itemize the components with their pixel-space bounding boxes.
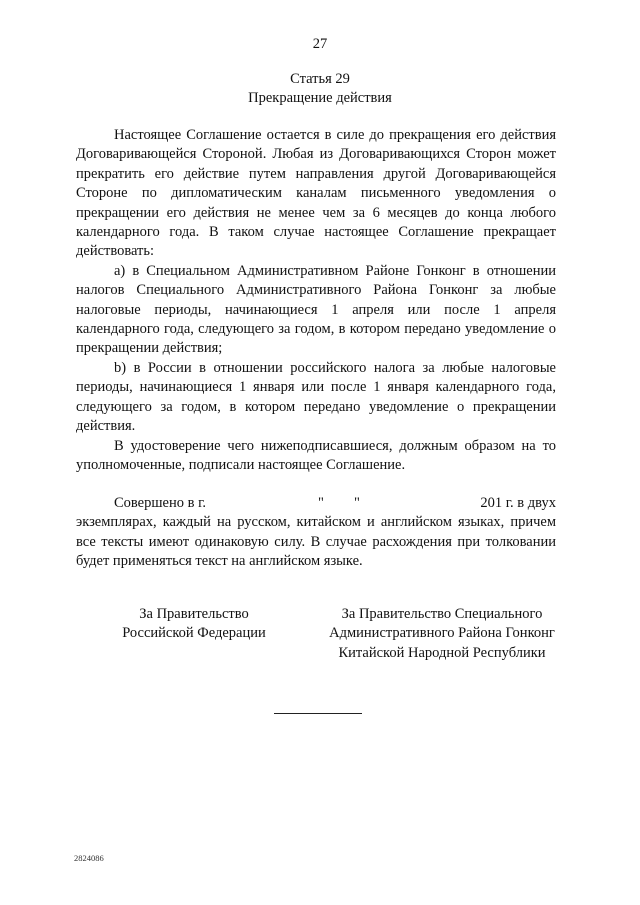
- signature-right-line-2: Административного Района Гонконг: [329, 625, 555, 642]
- end-divider: [274, 713, 362, 714]
- paragraph-witness: В удостоверение чего нижеподписавшиеся, должным образом на то уполномоченные, подписали настоящее Соглашение.: [76, 437, 556, 473]
- done-at-line: [76, 494, 556, 513]
- signature-block-russia: [102, 605, 286, 644]
- signature-right-line-3: Китайской Народной Республики: [338, 644, 546, 661]
- paragraph-item-b: b) в России в отношении российского налога за любые налоговые периоды, начинающиеся 1 января или после 1 января календарного года, следующего за годом, в котором передано уведомление о прекращении действия.: [76, 359, 556, 435]
- article-title: Прекращение действия: [248, 90, 392, 106]
- document-code: 2824086: [74, 853, 104, 863]
- page-number: 27: [312, 36, 328, 52]
- done-at-quote-close: ": [354, 495, 360, 511]
- paragraph-item-a: a) в Специальном Административном Районе Гонконг в отношении налогов Специального Административного Района Гонконг за любые налоговые периоды, начинающиеся 1 апреля или после 1 апреля календарного года, следующего за годом, в котором передано уведомление о прекращении действия;: [76, 262, 556, 357]
- done-at-prefix: Совершено в г.: [114, 495, 207, 511]
- signature-left-line-1: За Правительство: [139, 606, 249, 622]
- signature-block-hong-kong: [312, 605, 572, 663]
- paragraph-termination: Настоящее Соглашение остается в силе до прекращения его действия Договаривающейся Стороной. Любая из Договаривающихся Сторон может прекратить его действие путем направления другой Договаривающейся Стороне по дипломатическим каналам письменного уведомления о прекращении его действия не менее чем за 6 месяцев до конца любого календарного года. В таком случае настоящее Соглашение прекращает действовать:: [76, 127, 556, 260]
- article-number: Статья 29: [290, 71, 350, 87]
- signature-left-line-2: Российской Федерации: [122, 625, 266, 642]
- done-at-rest: экземплярах, каждый на русском, китайском и английском языках, причем все тексты имеют одинаковую силу. В случае расхождения при толковании будет применяться текст на английском языке.: [76, 514, 556, 570]
- done-at-year: 201 г. в двух: [480, 495, 556, 511]
- article-body: [76, 126, 556, 475]
- signature-right-line-1: За Правительство Специального: [341, 606, 543, 622]
- article-heading: [0, 70, 640, 108]
- done-at-quote-open: ": [318, 495, 324, 511]
